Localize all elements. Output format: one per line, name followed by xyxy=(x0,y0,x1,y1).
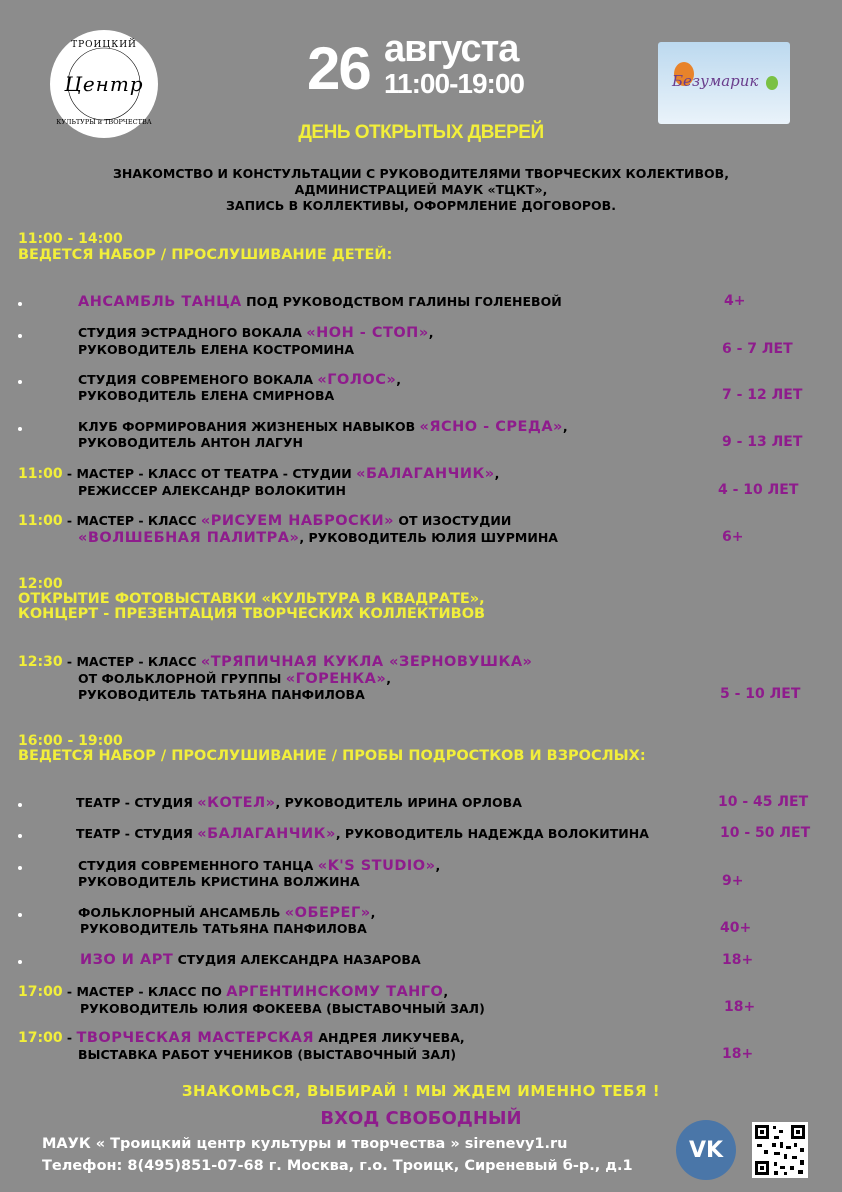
age-label: 4+ xyxy=(724,293,746,309)
partner-logo-text: Безумарик xyxy=(672,72,759,90)
section1-time: 11:00 - 14:00 xyxy=(18,231,123,247)
list-item-sub: РУКОВОДИТЕЛЬ ЕЛЕНА КОСТРОМИНА xyxy=(78,342,355,357)
logo-center-text: Центр xyxy=(64,72,144,96)
list-item: СТУДИЯ СОВРЕМЕННОГО ТАНЦА «K'S STUDIO», xyxy=(78,858,441,874)
age-label: 40+ xyxy=(720,920,752,936)
master-class-item: 17:00 - ТВОРЧЕСКАЯ МАСТЕРСКАЯ АНДРЕЯ ЛИКУЧЕВА, xyxy=(18,1030,465,1046)
age-label: 6+ xyxy=(722,529,744,545)
list-item: ФОЛЬКЛОРНЫЙ АНСАМБЛЬ «ОБЕРЕГ», xyxy=(78,905,376,921)
list-item: ТЕАТР - СТУДИЯ «КОТЕЛ», РУКОВОДИТЕЛЬ ИРИНА ОРЛОВА xyxy=(76,795,522,811)
master-class-sub: ОТ ФОЛЬКЛОРНОЙ ГРУППЫ «ГОРЕНКА», xyxy=(78,671,392,687)
age-label: 18+ xyxy=(722,952,754,968)
partner-logo xyxy=(658,42,790,124)
list-item: ИЗО И АРТ СТУДИЯ АЛЕКСАНДРА НАЗАРОВА xyxy=(80,952,421,968)
age-label: 9+ xyxy=(722,873,744,889)
age-label: 4 - 10 ЛЕТ xyxy=(718,482,799,498)
bullet-icon xyxy=(18,834,22,838)
section2-time: 16:00 - 19:00 xyxy=(18,733,123,749)
section1-title: ВЕДЕТСЯ НАБОР / ПРОСЛУШИВАНИЕ ДЕТЕЙ: xyxy=(18,247,393,263)
age-label: 5 - 10 ЛЕТ xyxy=(720,686,801,702)
list-item: СТУДИЯ ЭСТРАДНОГО ВОКАЛА «НОН - СТОП», xyxy=(78,325,434,341)
event-day: 26 xyxy=(307,35,370,102)
bullet-icon xyxy=(18,302,22,306)
contact-info: Телефон: 8(495)851-07-68 г. Москва, г.о. Троицк, Сиреневый б-р., д.1 xyxy=(42,1158,633,1174)
bullet-icon xyxy=(18,866,22,870)
intro-text: ЗНАКОМСТВО И КОНСТУЛЬТАЦИИ С РУКОВОДИТЕЛЯМИ ТВОРЧЕСКИХ КОЛЕКТИВОВ, АДМИНИСТРАЦИЕЙ МАУК «ТЦКТ», ЗАПИСЬ В КОЛЛЕКТИВЫ, ОФОРМЛЕНИЕ ДОГОВОРОВ. xyxy=(113,166,729,213)
master-class-sub: «ВОЛШЕБНАЯ ПАЛИТРА», РУКОВОДИТЕЛЬ ЮЛИЯ ШУРМИНА xyxy=(78,530,558,546)
master-class-item: 17:00 - МАСТЕР - КЛАСС ПО АРГЕНТИНСКОМУ ТАНГО, xyxy=(18,984,449,1000)
master-class-item: 11:00 - МАСТЕР - КЛАСС «РИСУЕМ НАБРОСКИ» ОТ ИЗОСТУДИИ xyxy=(18,513,512,529)
master-class-sub: РУКОВОДИТЕЛЬ ЮЛИЯ ФОКЕЕВА (ВЫСТАВОЧНЫЙ ЗАЛ) xyxy=(80,1001,485,1016)
age-label: 9 - 13 ЛЕТ xyxy=(722,434,803,450)
master-class-sub: РЕЖИССЕР АЛЕКСАНДР ВОЛОКИТИН xyxy=(78,483,346,498)
list-item-sub: РУКОВОДИТЕЛЬ АНТОН ЛАГУН xyxy=(78,435,303,450)
master-class-item: 12:30 - МАСТЕР - КЛАСС «ТРЯПИЧНАЯ КУКЛА «ЗЕРНОВУШКА» xyxy=(18,654,533,670)
list-item: ТЕАТР - СТУДИЯ «БАЛАГАНЧИК», РУКОВОДИТЕЛЬ НАДЕЖДА ВОЛОКИТИНА xyxy=(76,826,649,842)
list-item: КЛУБ ФОРМИРОВАНИЯ ЖИЗНЕНЫХ НАВЫКОВ «ЯСНО - СРЕДА», xyxy=(78,419,568,435)
logo-top-text: ТРОИЦКИЙ xyxy=(71,40,137,50)
bullet-icon xyxy=(18,380,22,384)
master-class-sub: РУКОВОДИТЕЛЬ ТАТЬЯНА ПАНФИЛОВА xyxy=(78,687,365,702)
slogan: ЗНАКОМЬСЯ, ВЫБИРАЙ ! МЫ ЖДЕМ ИМЕННО ТЕБЯ ! xyxy=(181,1082,661,1100)
age-label: 6 - 7 ЛЕТ xyxy=(722,341,793,357)
section2-title: ВЕДЕТСЯ НАБОР / ПРОСЛУШИВАНИЕ / ПРОБЫ ПОДРОСТКОВ И ВЗРОСЛЫХ: xyxy=(18,748,646,764)
master-class-sub: ВЫСТАВКА РАБОТ УЧЕНИКОВ (ВЫСТАВОЧНЫЙ ЗАЛ) xyxy=(78,1047,457,1062)
bullet-icon xyxy=(18,427,22,431)
bullet-icon xyxy=(18,913,22,917)
org-info: МАУК « Троицкий центр культуры и творчества » sirenevy1.ru xyxy=(42,1136,568,1152)
noon-time: 12:00 xyxy=(18,576,63,592)
age-label: 10 - 50 ЛЕТ xyxy=(720,825,811,841)
list-item-sub: РУКОВОДИТЕЛЬ ЕЛЕНА СМИРНОВА xyxy=(78,388,335,403)
list-item: СТУДИЯ СОВРЕМЕНОГО ВОКАЛА «ГОЛОС», xyxy=(78,372,401,388)
bullet-icon xyxy=(18,960,22,964)
event-time: 11:00-19:00 xyxy=(384,68,525,99)
qr-code-icon xyxy=(752,1122,808,1178)
balloon-icon xyxy=(766,76,778,90)
master-class-item: 11:00 - МАСТЕР - КЛАСС ОТ ТЕАТРА - СТУДИИ «БАЛАГАНЧИК», xyxy=(18,466,500,482)
list-item-sub: РУКОВОДИТЕЛЬ ТАТЬЯНА ПАНФИЛОВА xyxy=(80,921,367,936)
noon-line1: ОТКРЫТИЕ ФОТОВЫСТАВКИ «КУЛЬТУРА В КВАДРАТЕ», xyxy=(18,591,485,607)
logo-bottom-text: КУЛЬТУРЫ и ТВОРЧЕСТВА xyxy=(56,118,152,126)
age-label: 7 - 12 ЛЕТ xyxy=(722,387,803,403)
age-label: 10 - 45 ЛЕТ xyxy=(718,794,809,810)
free-entry: ВХОД СВОБОДНЫЙ xyxy=(320,1108,522,1129)
list-item-sub: РУКОВОДИТЕЛЬ КРИСТИНА ВОЛЖИНА xyxy=(78,874,360,889)
bullet-icon xyxy=(18,803,22,807)
bullet-icon xyxy=(18,334,22,338)
vk-icon[interactable]: VK xyxy=(676,1120,736,1180)
noon-line2: КОНЦЕРТ - ПРЕЗЕНТАЦИЯ ТВОРЧЕСКИХ КОЛЛЕКТИВОВ xyxy=(18,606,486,622)
age-label: 18+ xyxy=(722,1046,754,1062)
page-title: ДЕНЬ ОТКРЫТЫХ ДВЕРЕЙ xyxy=(298,122,544,143)
event-month: августа xyxy=(384,28,519,70)
list-item: АНСАМБЛЬ ТАНЦА ПОД РУКОВОДСТВОМ ГАЛИНЫ ГОЛЕНЕВОЙ xyxy=(78,294,562,310)
age-label: 18+ xyxy=(724,999,756,1015)
